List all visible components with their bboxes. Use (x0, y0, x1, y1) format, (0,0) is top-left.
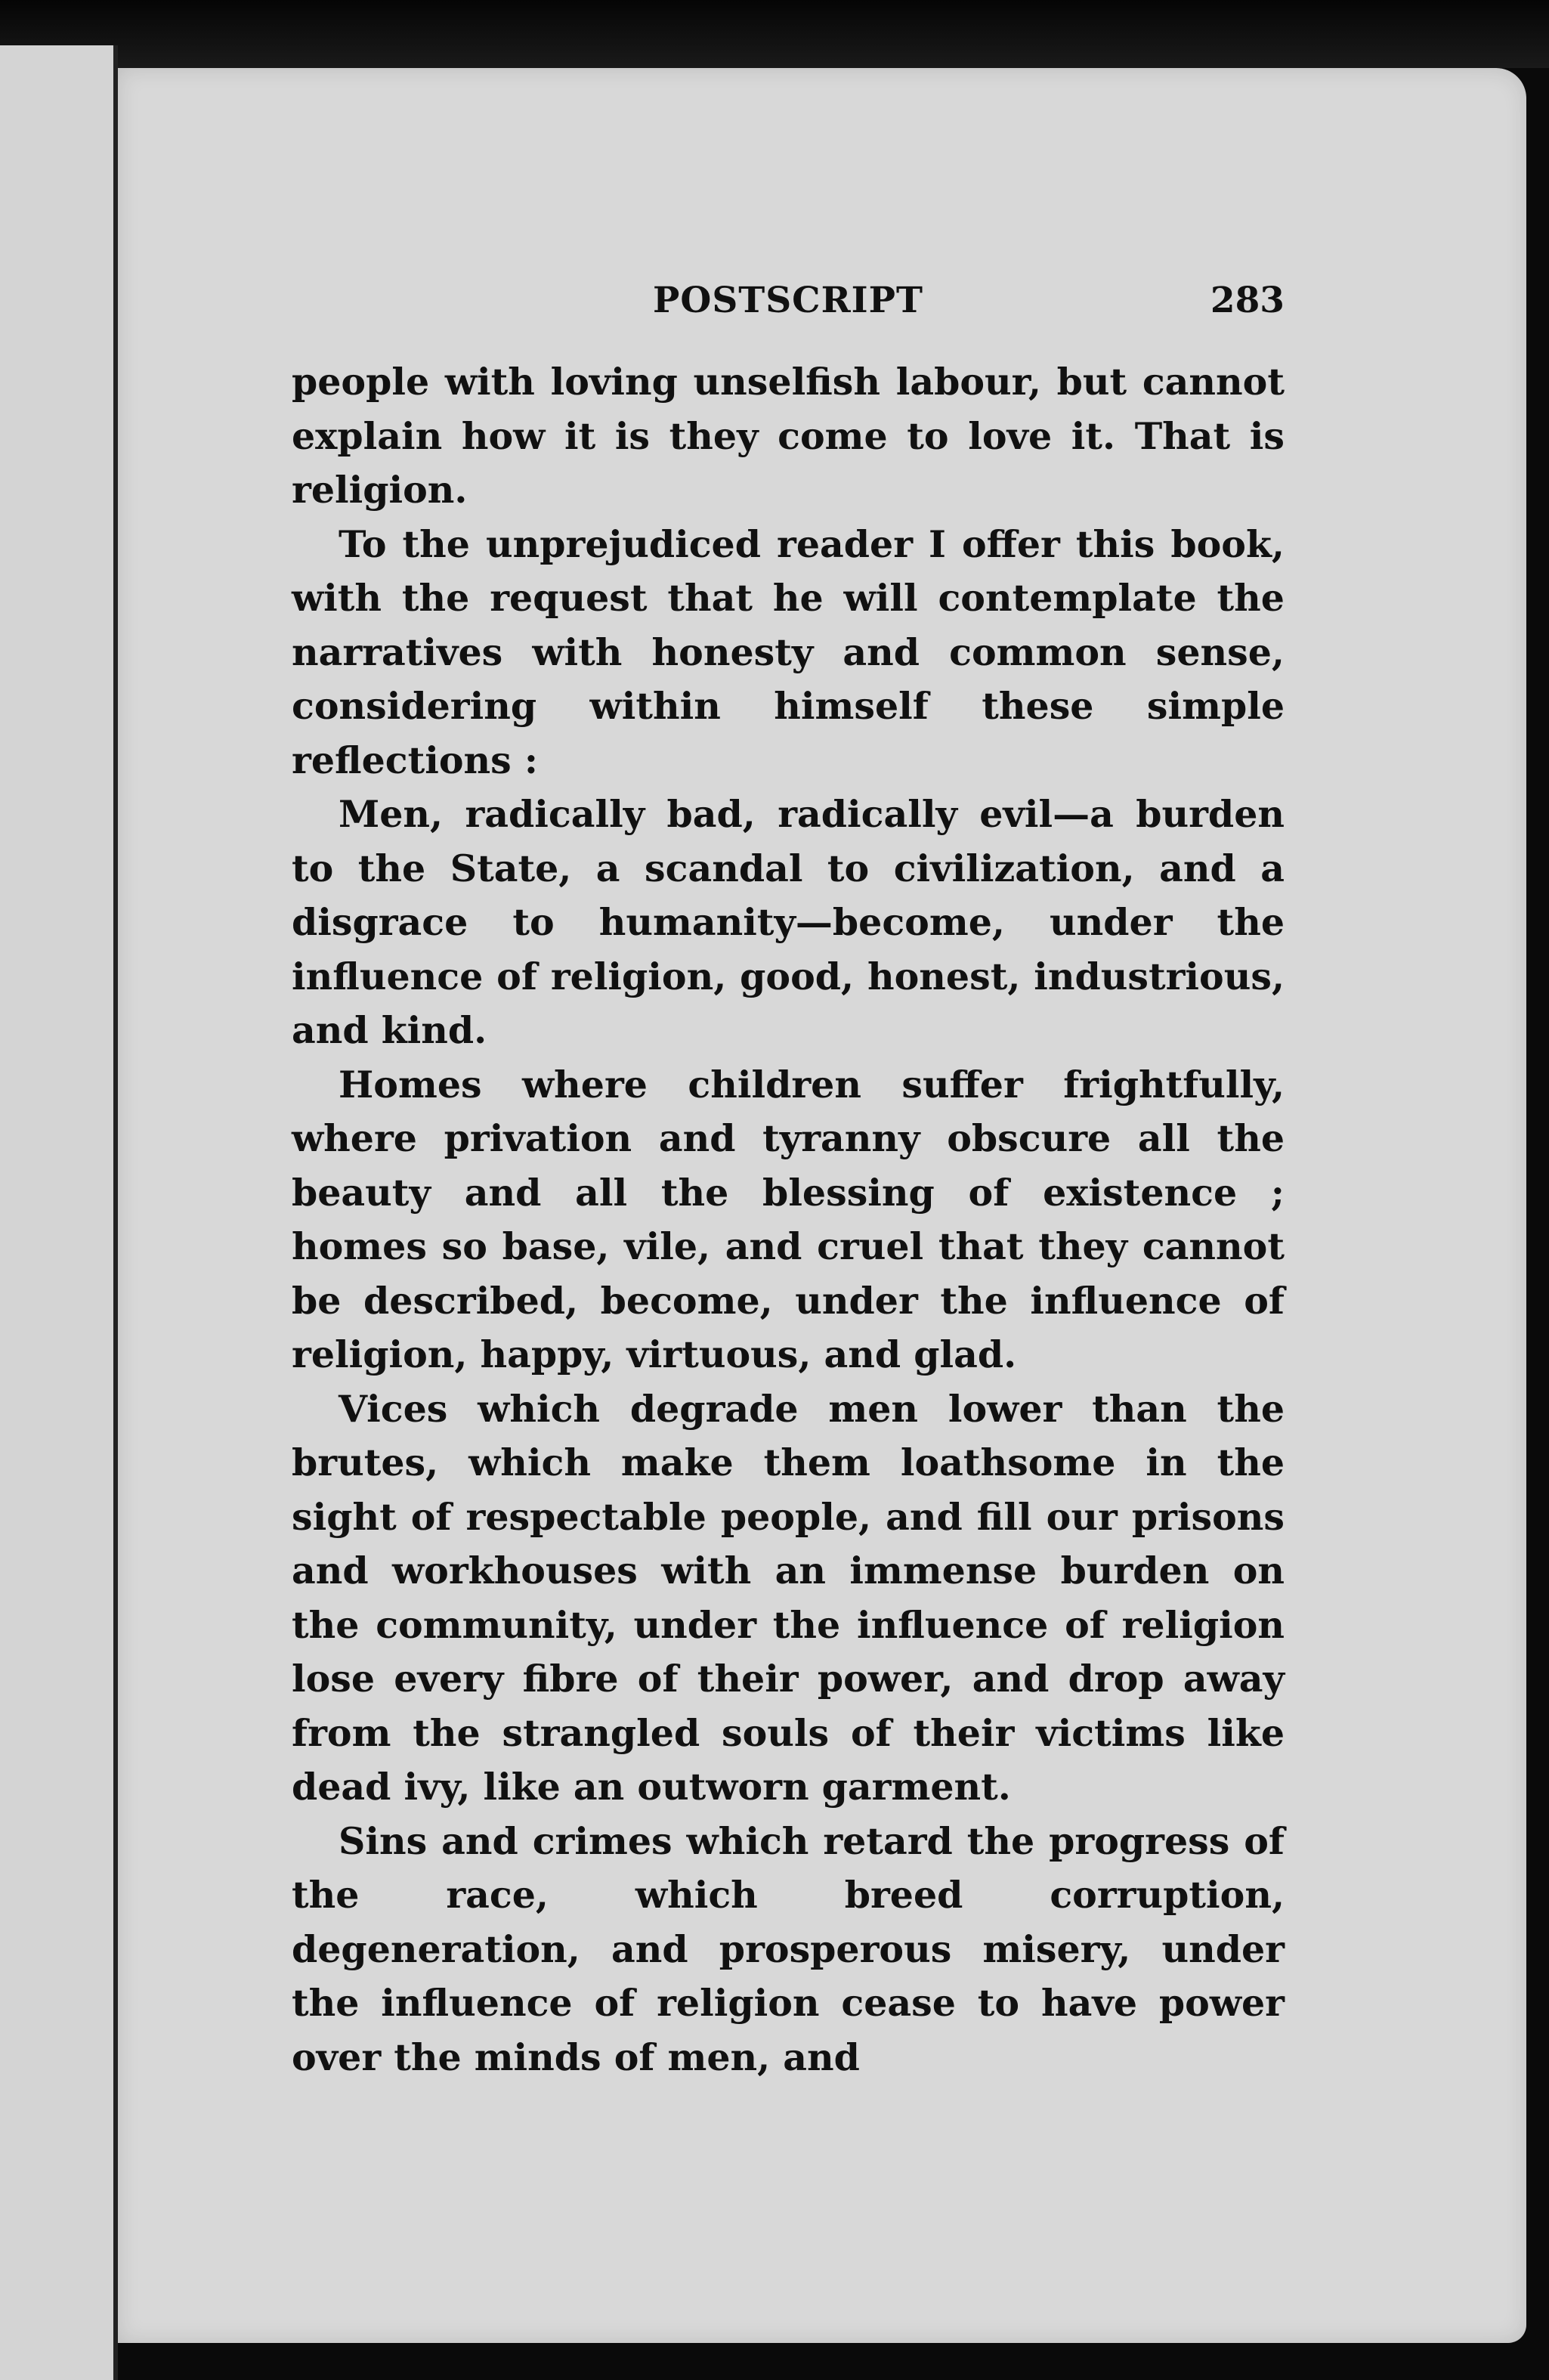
paragraph-2: To the unprejudiced reader I offer this book, with the request that he will contemplate the narratives with honesty and common sense, considering within himself these simple reflections : (292, 521, 1285, 782)
scan-top-border (0, 0, 1549, 68)
facing-page-edge (0, 45, 118, 2380)
paragraph-3: Men, radically bad, radically evil—a burden to the State, a scandal to civilization, and a disgrace to humanity—become, under the influence of religion, good, honest, industrious, and kind. (292, 792, 1285, 1052)
page-number: 283 (1210, 280, 1285, 321)
paragraph-6: Sins and crimes which retard the progress of the race, which breed corruption, degeneration, and prosperous misery, under the influence of religion cease to have power over the minds of men, and (292, 1818, 1285, 2079)
page-header (292, 280, 1285, 333)
paragraph-5: Vices which degrade men lower than the brutes, which make them loathsome in the sight of respectable people, and fill our prisons and workhouses with an immense burden on the community, under the influence of religion lose every fibre of their power, and drop away from the strangled souls of their victims like dead ivy, like an outworn garment. (292, 1386, 1285, 1809)
paragraph-1: people with loving unselfish labour, but cannot explain how it is they come to love it. That is religion. (292, 360, 1285, 512)
paragraph-4: Homes where children suffer frightfully, where privation and tyranny obscure all the beauty and all the blessing of existence ; homes so base, vile, and cruel that they cannot be described, become, under the influence of religion, happy, virtuous, and glad. (292, 1062, 1285, 1376)
body-text (292, 355, 1285, 2084)
running-head: POSTSCRIPT (653, 280, 923, 321)
